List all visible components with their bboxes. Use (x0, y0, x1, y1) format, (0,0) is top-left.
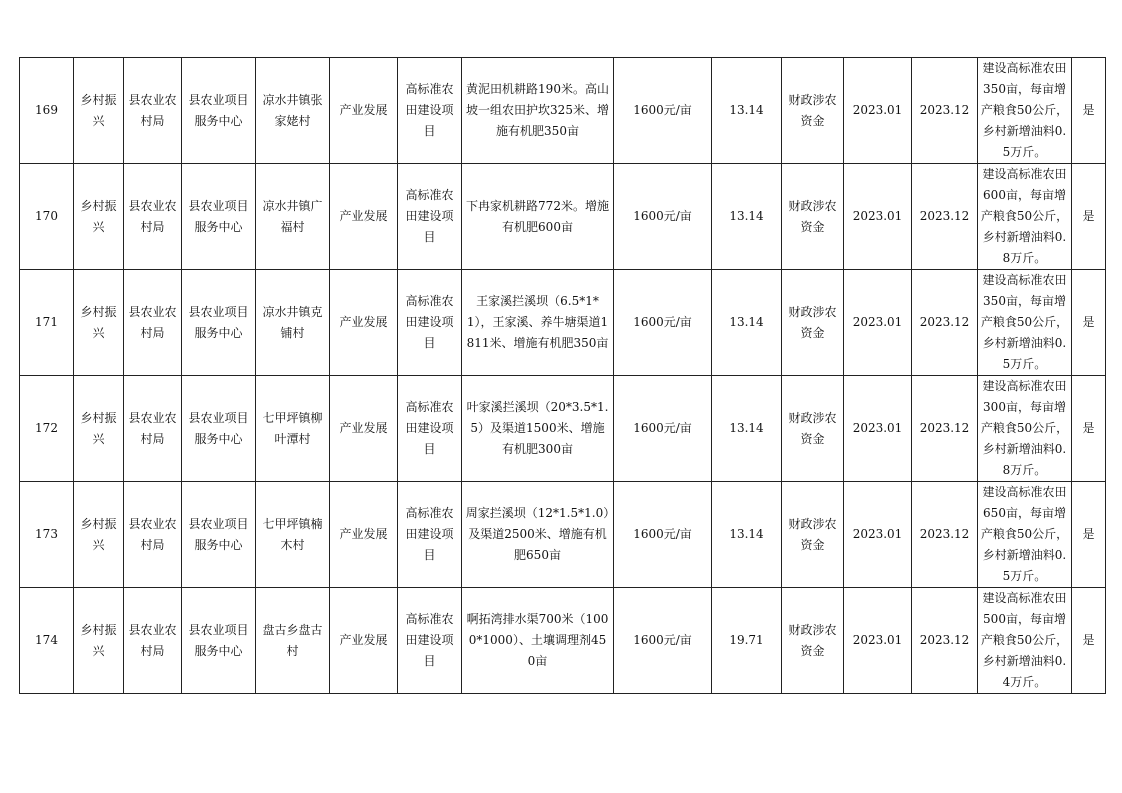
flag-cell: 是 (1072, 58, 1106, 164)
type-cell: 产业发展 (330, 164, 398, 270)
location-cell: 凉水井镇张家姥村 (256, 58, 330, 164)
type-cell: 产业发展 (330, 270, 398, 376)
standard-cell: 1600元/亩 (614, 376, 712, 482)
project-table (19, 57, 1106, 694)
type-cell: 产业发展 (330, 376, 398, 482)
standard-cell: 1600元/亩 (614, 270, 712, 376)
amount-cell: 13.14 (712, 58, 782, 164)
project-cell: 高标准农田建设项目 (398, 588, 462, 694)
category-cell: 乡村振兴 (74, 588, 124, 694)
fund-cell: 财政涉农资金 (782, 588, 844, 694)
category-cell: 乡村振兴 (74, 58, 124, 164)
category-cell: 乡村振兴 (74, 376, 124, 482)
benefit-cell: 建设高标准农田500亩，每亩增产粮食50公斤，乡村新增油料0.4万斤。 (978, 588, 1072, 694)
table-row (20, 164, 1106, 270)
row-number: 171 (20, 270, 74, 376)
start-date-cell: 2023.01 (844, 376, 912, 482)
project-cell: 高标准农田建设项目 (398, 376, 462, 482)
content-cell: 周家拦溪坝（12*1.5*1.0）及渠道2500米、增施有机肥650亩 (462, 482, 614, 588)
amount-cell: 13.14 (712, 376, 782, 482)
location-cell: 七甲坪镇楠木村 (256, 482, 330, 588)
table-row (20, 270, 1106, 376)
amount-cell: 13.14 (712, 164, 782, 270)
content-cell: 下冉家机耕路772米。增施有机肥600亩 (462, 164, 614, 270)
unit-cell: 县农业项目服务中心 (182, 482, 256, 588)
unit-cell: 县农业项目服务中心 (182, 376, 256, 482)
row-number: 173 (20, 482, 74, 588)
table-row (20, 376, 1106, 482)
location-cell: 凉水井镇广福村 (256, 164, 330, 270)
category-cell: 乡村振兴 (74, 482, 124, 588)
table-row (20, 58, 1106, 164)
start-date-cell: 2023.01 (844, 58, 912, 164)
fund-cell: 财政涉农资金 (782, 58, 844, 164)
location-cell: 七甲坪镇柳叶潭村 (256, 376, 330, 482)
content-cell: 王家溪拦溪坝（6.5*1*1），王家溪、养牛塘渠道1811米、增施有机肥350亩 (462, 270, 614, 376)
type-cell: 产业发展 (330, 482, 398, 588)
amount-cell: 13.14 (712, 482, 782, 588)
standard-cell: 1600元/亩 (614, 58, 712, 164)
type-cell: 产业发展 (330, 588, 398, 694)
content-cell: 叶家溪拦溪坝（20*3.5*1.5）及渠道1500米、增施有机肥300亩 (462, 376, 614, 482)
standard-cell: 1600元/亩 (614, 482, 712, 588)
end-date-cell: 2023.12 (912, 376, 978, 482)
unit-cell: 县农业项目服务中心 (182, 588, 256, 694)
project-cell: 高标准农田建设项目 (398, 58, 462, 164)
project-cell: 高标准农田建设项目 (398, 270, 462, 376)
end-date-cell: 2023.12 (912, 270, 978, 376)
benefit-cell: 建设高标准农田600亩，每亩增产粮食50公斤，乡村新增油料0.8万斤。 (978, 164, 1072, 270)
project-table-container (19, 57, 1106, 694)
benefit-cell: 建设高标准农田350亩，每亩增产粮食50公斤，乡村新增油料0.5万斤。 (978, 58, 1072, 164)
standard-cell: 1600元/亩 (614, 588, 712, 694)
unit-cell: 县农业项目服务中心 (182, 58, 256, 164)
department-cell: 县农业农村局 (124, 376, 182, 482)
end-date-cell: 2023.12 (912, 58, 978, 164)
flag-cell: 是 (1072, 376, 1106, 482)
content-cell: 啊拓湾排水渠700米（1000*1000）、土壤调理剂450亩 (462, 588, 614, 694)
category-cell: 乡村振兴 (74, 164, 124, 270)
flag-cell: 是 (1072, 588, 1106, 694)
fund-cell: 财政涉农资金 (782, 270, 844, 376)
type-cell: 产业发展 (330, 58, 398, 164)
content-cell: 黄泥田机耕路190米。高山坡一组农田护坎325米、增施有机肥350亩 (462, 58, 614, 164)
standard-cell: 1600元/亩 (614, 164, 712, 270)
table-row (20, 588, 1106, 694)
amount-cell: 13.14 (712, 270, 782, 376)
flag-cell: 是 (1072, 270, 1106, 376)
row-number: 172 (20, 376, 74, 482)
fund-cell: 财政涉农资金 (782, 482, 844, 588)
flag-cell: 是 (1072, 482, 1106, 588)
flag-cell: 是 (1072, 164, 1106, 270)
department-cell: 县农业农村局 (124, 164, 182, 270)
department-cell: 县农业农村局 (124, 270, 182, 376)
location-cell: 盘古乡盘古村 (256, 588, 330, 694)
start-date-cell: 2023.01 (844, 164, 912, 270)
unit-cell: 县农业项目服务中心 (182, 270, 256, 376)
row-number: 169 (20, 58, 74, 164)
end-date-cell: 2023.12 (912, 164, 978, 270)
department-cell: 县农业农村局 (124, 482, 182, 588)
benefit-cell: 建设高标准农田300亩，每亩增产粮食50公斤，乡村新增油料0.8万斤。 (978, 376, 1072, 482)
row-number: 174 (20, 588, 74, 694)
table-row (20, 482, 1106, 588)
benefit-cell: 建设高标准农田350亩，每亩增产粮食50公斤，乡村新增油料0.5万斤。 (978, 270, 1072, 376)
start-date-cell: 2023.01 (844, 270, 912, 376)
category-cell: 乡村振兴 (74, 270, 124, 376)
table-body (20, 58, 1106, 694)
fund-cell: 财政涉农资金 (782, 164, 844, 270)
project-cell: 高标准农田建设项目 (398, 482, 462, 588)
unit-cell: 县农业项目服务中心 (182, 164, 256, 270)
amount-cell: 19.71 (712, 588, 782, 694)
end-date-cell: 2023.12 (912, 482, 978, 588)
end-date-cell: 2023.12 (912, 588, 978, 694)
department-cell: 县农业农村局 (124, 58, 182, 164)
location-cell: 凉水井镇克铺村 (256, 270, 330, 376)
start-date-cell: 2023.01 (844, 482, 912, 588)
department-cell: 县农业农村局 (124, 588, 182, 694)
benefit-cell: 建设高标准农田650亩，每亩增产粮食50公斤，乡村新增油料0.5万斤。 (978, 482, 1072, 588)
fund-cell: 财政涉农资金 (782, 376, 844, 482)
start-date-cell: 2023.01 (844, 588, 912, 694)
project-cell: 高标准农田建设项目 (398, 164, 462, 270)
row-number: 170 (20, 164, 74, 270)
